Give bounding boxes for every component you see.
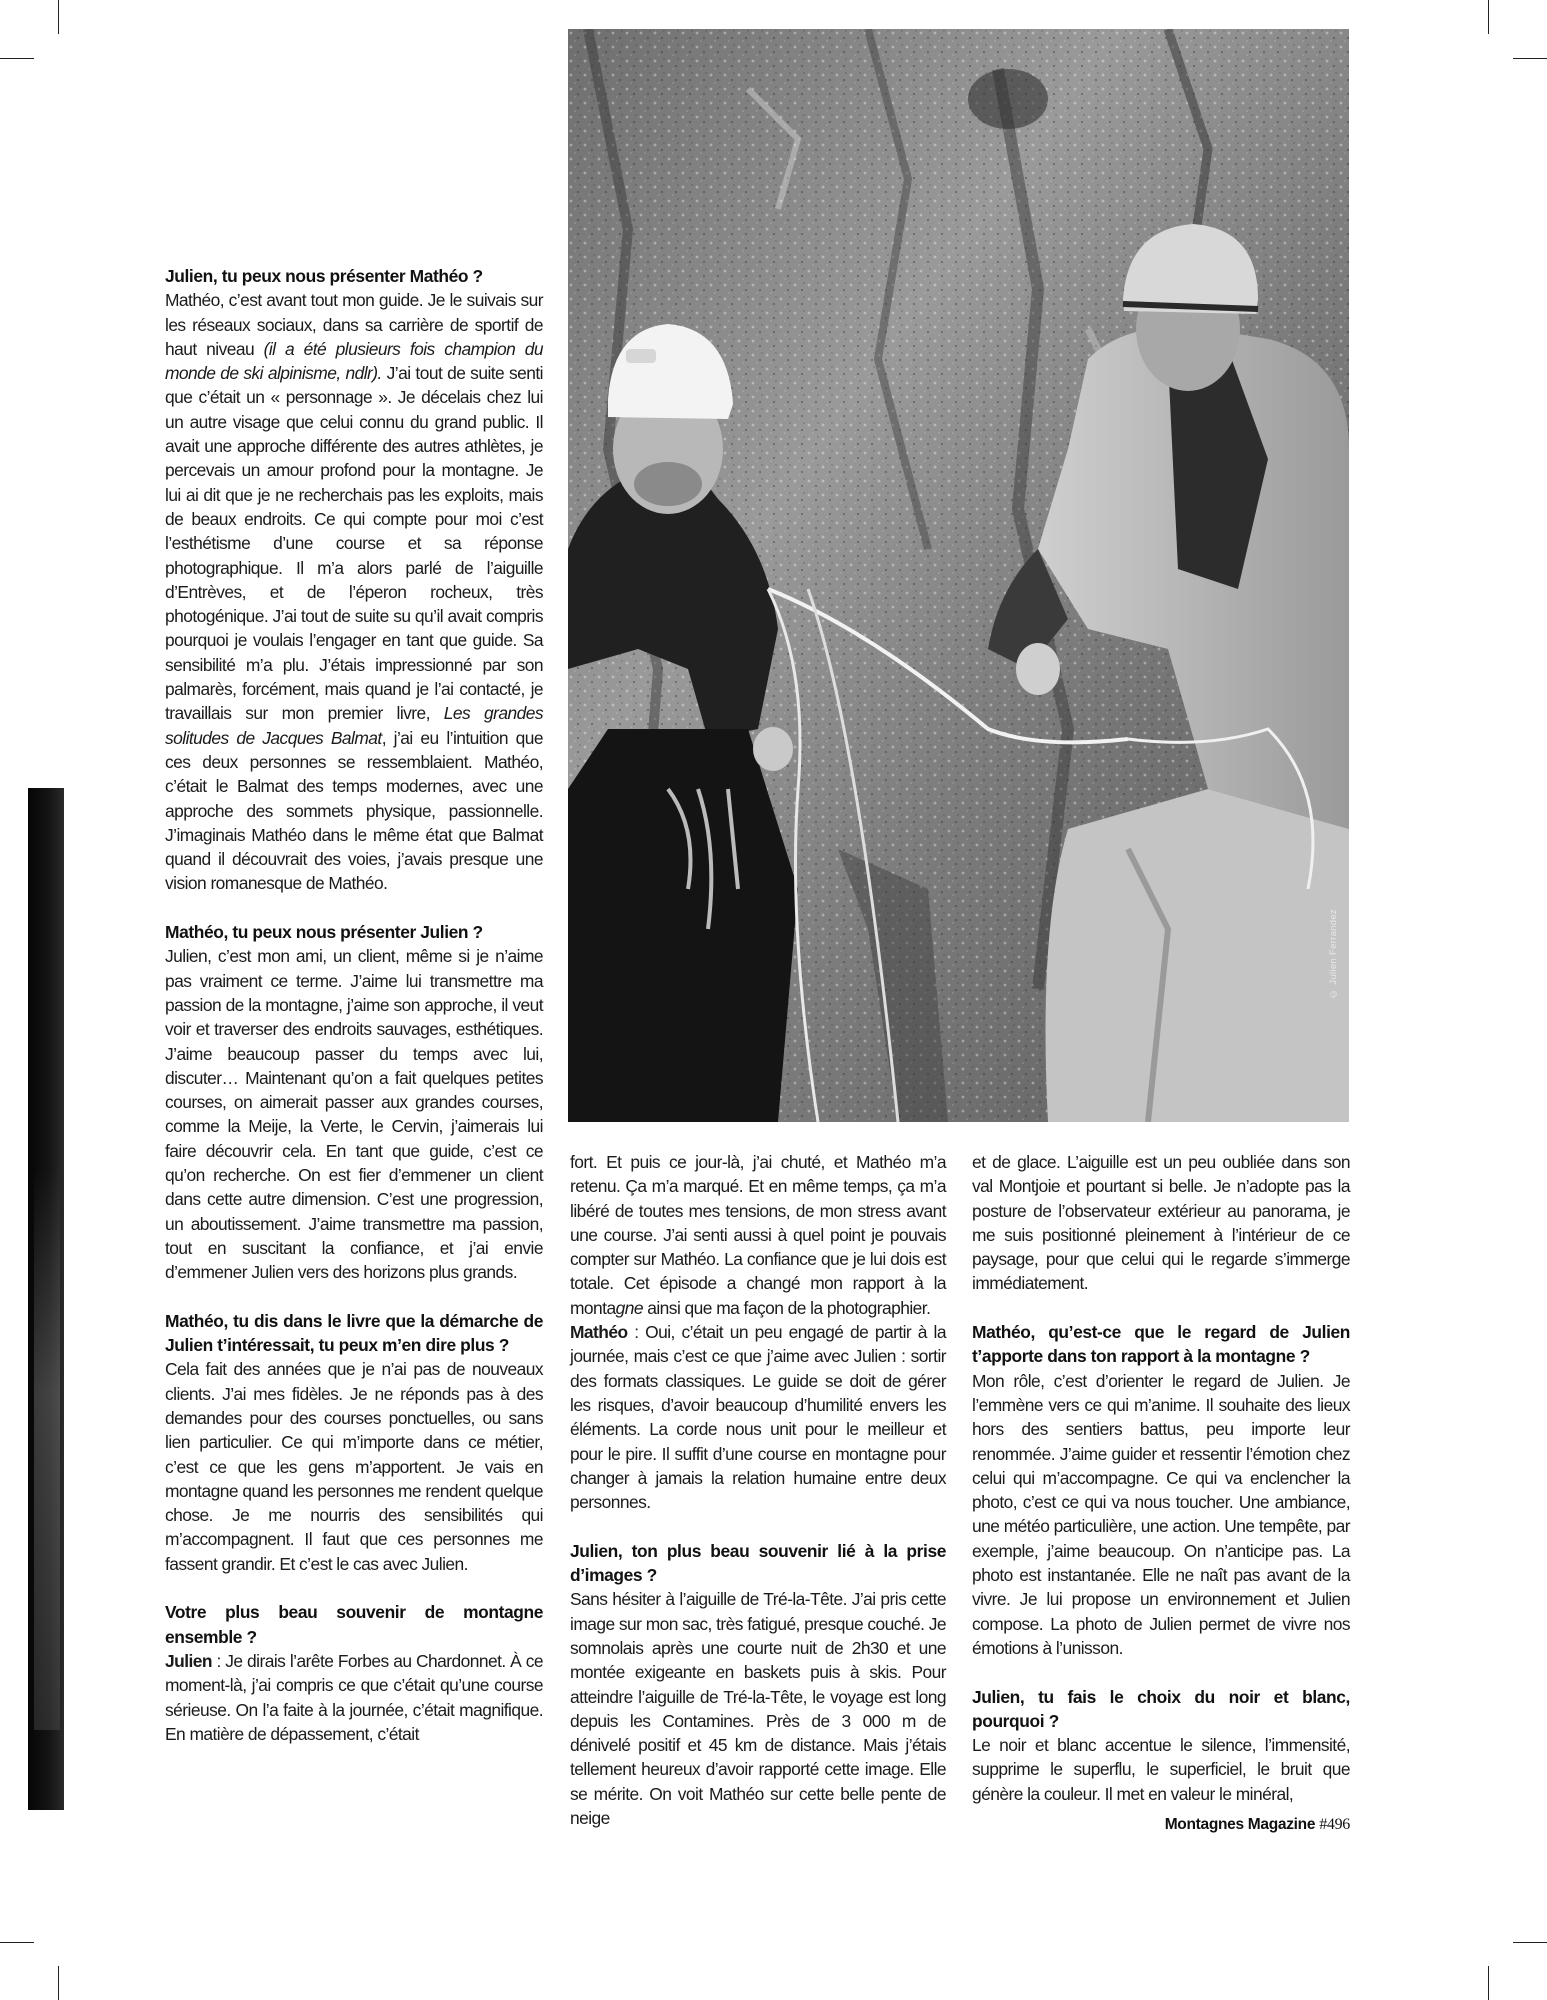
- answer-text: Julien, c’est mon ami, un client, même si je n’aime pas vraiment ce terme. J’aime lui transmettre ma passion de la montagne, j’aime son approche, il veut voir et traverser des endroits sauvages, esthétiques. J’aime beaucoup passer du temps avec lui, discuter… Maintenant qu’on a fait quelques petites courses, on aimerait passer aux grandes courses, comme la Meije, la Verte, le Cervin, j’aimerais lui faire découvrir cela. En tant que guide, c’est ce qu’on recherche. On est fier d’emmener un client dans cette autre dimension. C’est une progression, un aboutissement. J’aime transmettre ma passion, tout en suscitant la confiance, et j’ai envie d’emmener Julien vers des horizons plus grands.: [165, 946, 543, 1283]
- answer-text: Le noir et blanc accentue le silence, l’immensité, supprime le superflu, le superficiel, le bruit que génère la couleur. Il met en valeur le minéral,: [972, 1735, 1350, 1804]
- interview-answer: [972, 1150, 1350, 1296]
- issue-number: #496: [1319, 1816, 1350, 1833]
- paragraph-spacer: [165, 1284, 543, 1308]
- answer-text: Mon rôle, c’est d’orienter le regard de Julien. Je l’emmène vers ce qui m’anime. Il souhaite des lieux hors des sentiers battus, peu importe leur renommée. J’aime guider et ressentir l’émotion chez celui qui m’accompagne. Ce qui va enclencher la photo, c’est ce qui va nous toucher. Une ambiance, une météo particulière, une action. Une tempête, par exemple, j’aime beaucoup. On n’anticipe pas. La photo est instantanée. Elle ne naît pas avant de la vivre. Je lui propose un environnement et Julien compose. La photo de Julien permet de vivre nos émotions à l’unisson.: [972, 1370, 1350, 1658]
- interview-question: Votre plus beau souvenir de montagne ensemble ?: [165, 1602, 543, 1647]
- page-footer: [1165, 1816, 1350, 1834]
- answer-text: Mathéo, c’est avant tout mon guide. Je le suivais sur les réseaux sociaux, dans sa carrière de sportif de haut niveau: [165, 290, 543, 359]
- italic-text: gne: [615, 1297, 643, 1318]
- answer-text: : Je dirais l’arête Forbes au Chardonnet. À ce moment-là, j’ai compris ce que c’était qu’une course sérieuse. On l’a faite à la journée, c’était magnifique. En matière de dépassement, c’était: [165, 1650, 543, 1744]
- crop-mark: [58, 0, 59, 34]
- interview-answer: [165, 944, 543, 1284]
- crop-mark: [1488, 0, 1489, 34]
- crop-mark: [58, 1966, 59, 2000]
- facing-page-photo-edge: [28, 788, 64, 1810]
- paragraph-spacer: [165, 896, 543, 920]
- crop-mark: [1513, 58, 1547, 59]
- crop-mark: [0, 1942, 34, 1943]
- italic-text: Les grandes solitudes de Jacques Balmat: [165, 703, 543, 748]
- interview-question: Julien, ton plus beau souvenir lié à la prise d’images ?: [570, 1540, 946, 1586]
- answer-text: : Oui, c’était un peu engagé de partir à la journée, mais c’est ce que j’aime avec Julien : sortir des formats classiques. Le guide se doit de gérer les risques, d’avoir beaucoup d’humilité envers les éléments. La corde nous unit pour le meilleur et pour le pire. Il suffit d’une course en montagne pour changer à jamais la relation humaine entre deux personnes.: [570, 1322, 946, 1513]
- crop-mark: [1488, 1966, 1489, 2000]
- interview-question: Mathéo, tu dis dans le livre que la démarche de Julien t’intéressait, tu peux m’en dire plus ?: [165, 1310, 543, 1356]
- article-column-2: [570, 1150, 946, 1830]
- interview-answer: [165, 1357, 543, 1576]
- answer-text: , j’ai eu l’intuition que ces deux personnes se ressemblaient. Mathéo, c’était le Balmat des temps modernes, avec une approche des sommets physique, passionnelle. J’imaginais Mathéo dans le même état que Balmat quand il découvrait des voies, j’avais presque une vision romanesque de Mathéo.: [165, 727, 543, 894]
- answer-text: et de glace. L’aiguille est un peu oubliée dans son val Montjoie et pourtant si belle. Je n’adopte pas la posture de l’observateur extérieur au panorama, je me suis positionné pleinement à l’intérieur de ce paysage, pour que celui qui le regarde s’immerge immédiatement.: [972, 1152, 1350, 1294]
- climbers-photo: [568, 29, 1349, 1122]
- interview-question: Julien, tu fais le choix du noir et blanc, pourquoi ?: [972, 1686, 1350, 1731]
- interview-question: Mathéo, tu peux nous présenter Julien ?: [165, 922, 483, 943]
- interview-answer: [570, 1150, 946, 1320]
- interview-answer: [570, 1320, 946, 1514]
- article-column-3: [972, 1150, 1350, 1806]
- answer-text: fort. Et puis ce jour-là, j’ai chuté, et Mathéo m’a retenu. Ça m’a marqué. Et en même temps, ça m’a libéré de toutes mes tensions, de mon stress avant une course. J’ai senti aussi à quel point je pouvais compter sur Mathéo. La confiance que je lui dois est totale. Cet épisode a changé mon rapport à la monta: [570, 1152, 946, 1318]
- interview-answer: [165, 288, 543, 895]
- interview-question: Julien, tu peux nous présenter Mathéo ?: [165, 266, 483, 286]
- answer-text: J’ai tout de suite senti que c’était un « personnage ». Je décelais chez lui un autre visage que celui connu du grand public. Il avait une approche différente des autres athlètes, je percevais un amour profond pour la montagne. Je lui ai dit que je ne recherchais pas les exploits, mais de beaux endroits. Ce qui compte pour moi c’est l’esthétisme d’une course et sa réponse photographique. Il m’a alors parlé de l’aiguille d’Entrèves, et de l’éperon rocheux, très photogénique. J’ai tout de suite su qu’il avait compris pourquoi je voulais l’engager en tant que guide. Sa sensibilité m’a plu. J’étais impressionné par son palmarès, forcément, mais quand je l’ai contacté, je travaillais sur mon premier livre,: [165, 363, 543, 724]
- answer-text: Cela fait des années que je n’ai pas de nouveaux clients. J’ai mes fidèles. Je ne réponds pas à des demandes pour des courses ponctuelles, ou sans lien particulier. Ce qui m’importe dans ce métier, c’est ce que les gens m’apportent. Je vais en montagne quand les personnes me rendent quelque chose. Je me nourris des sensibilités qui m’accompagnent. Il faut que ces personnes me fassent grandir. Et c’est le cas avec Julien.: [165, 1359, 543, 1574]
- paragraph-spacer: [165, 1576, 543, 1600]
- interview-answer: [570, 1587, 946, 1830]
- paragraph-spacer: [972, 1296, 1350, 1320]
- crop-mark: [0, 58, 34, 59]
- photo-credit: © Julien Ferrandez: [1328, 909, 1339, 999]
- answer-text: ainsi que ma façon de la photographier.: [642, 1297, 931, 1318]
- interview-answer: [972, 1369, 1350, 1661]
- article-column-1: [165, 264, 543, 1746]
- paragraph-spacer: [570, 1514, 946, 1538]
- italic-text: (il a été plusieurs fois champion du monde de ski alpinisme, ndlr).: [165, 338, 543, 384]
- interview-answer: [972, 1733, 1350, 1806]
- magazine-name: Montagnes Magazine: [1164, 1816, 1316, 1833]
- paragraph-spacer: [972, 1660, 1350, 1684]
- answer-text: Sans hésiter à l’aiguille de Tré-la-Tête. J’ai pris cette image sur mon sac, très fatigué, presque couché. Je somnolais après une courte nuit de 2h30 et une montée exigeante en baskets puis à skis. Pour atteindre l’aiguille de Tré-la-Tête, le voyage est long depuis les Contamines. Près de 3 000 m de dénivelé positif et 45 km de distance. Mais j’étais tellement heureux d’avoir rapporté cette image. Elle se mérite. On voit Mathéo sur cette belle pente de neige: [570, 1589, 947, 1829]
- speaker-name: Mathéo: [570, 1322, 628, 1343]
- climbers-photo-illustration: [568, 29, 1349, 1122]
- interview-question: Mathéo, qu’est-ce que le regard de Julien t’apporte dans ton rapport à la montagne ?: [972, 1322, 1350, 1367]
- interview-answer: [165, 1649, 543, 1746]
- crop-mark: [1513, 1942, 1547, 1943]
- speaker-name: Julien: [165, 1650, 212, 1671]
